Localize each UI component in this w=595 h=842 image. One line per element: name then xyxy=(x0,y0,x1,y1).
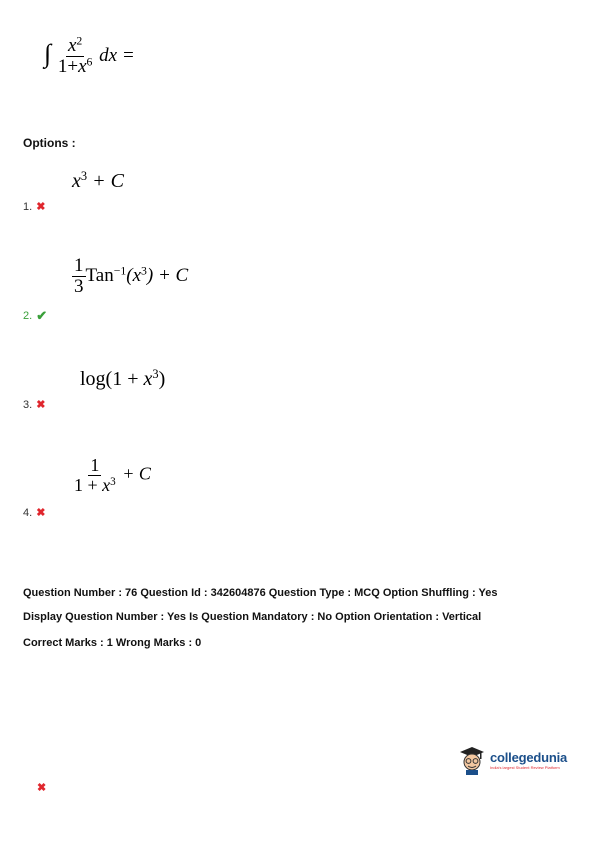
cross-icon: ✖ xyxy=(37,782,47,794)
question-meta-line-3: Correct Marks : 1 Wrong Marks : 0 xyxy=(23,637,202,649)
question-tail: dx = xyxy=(99,44,135,66)
option-3-expression: $\log(1 + x^3)$ xyxy=(80,367,166,390)
cross-icon: ✖ xyxy=(36,201,46,213)
option-3-number: 3. ✖ xyxy=(23,398,46,411)
option-1-expression: $x^3 + C$ xyxy=(72,169,124,192)
question-fraction: $\frac{x^2}{1+x^6}$ xyxy=(57,34,93,77)
option-2-expression: $\frac{1}{3}$ $Tan^{-1}(x^3) + C$ xyxy=(74,255,189,297)
check-icon: ✔ xyxy=(36,308,48,323)
question-expression xyxy=(44,36,135,77)
cross-icon: ✖ xyxy=(36,507,46,519)
mascot-icon xyxy=(458,745,486,775)
option-2-number: 2. ✔ xyxy=(23,308,48,323)
logo-tagline: India's largest Student Review Platform xyxy=(490,765,560,770)
options-heading: Options : xyxy=(23,136,76,150)
option-4-expression: $\frac{1}{1 + x^3}$ + C xyxy=(74,455,151,495)
question-meta-line-2: Display Question Number : Yes Is Question Mandatory : No Option Orientation : Vertical xyxy=(23,611,482,623)
option-4-number: 4. ✖ xyxy=(23,506,46,519)
option-1-number: 1. ✖ xyxy=(23,200,46,213)
question-meta-line-1: Question Number : 76 Question Id : 342604876 Question Type : MCQ Option Shuffling : Yes xyxy=(23,587,498,599)
integral-sign: ∫ xyxy=(44,39,52,69)
logo-wordmark: collegedunia xyxy=(490,750,568,765)
cross-icon: ✖ xyxy=(36,399,46,411)
collegedunia-logo xyxy=(458,742,576,778)
